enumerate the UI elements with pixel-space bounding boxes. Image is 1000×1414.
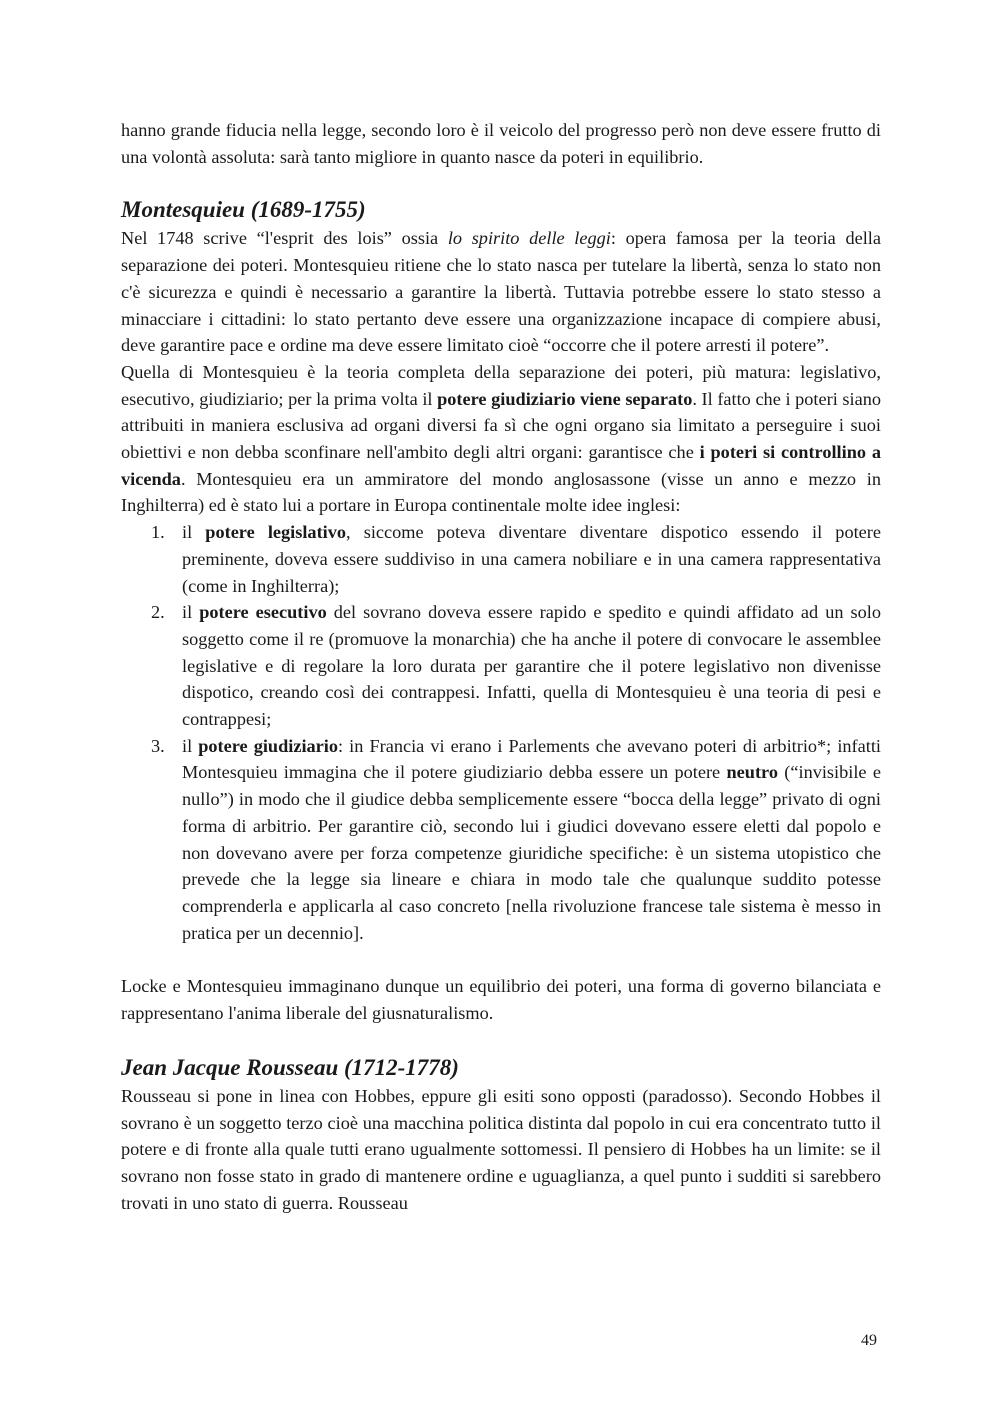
- bold-phrase: potere giudiziario: [198, 735, 339, 756]
- page-number: 49: [861, 1332, 877, 1349]
- list-number: 2.: [151, 602, 165, 623]
- text-run: il: [182, 735, 199, 756]
- intro-paragraph: hanno grande fiducia nella legge, secondo loro è il veicolo del progresso però non deve essere frutto di una volontà assoluta: sarà tanto migliore in quanto nasce da poteri in equilibrio.: [121, 120, 881, 167]
- bold-phrase: neutro: [726, 762, 778, 783]
- montesquieu-conclusion: Locke e Montesquieu immaginano dunque un equilibrio dei poteri, una forma di governo bilanciata e rappresentano l'anima liberale del giusnaturalismo.: [121, 976, 881, 1024]
- list-number: 3.: [151, 735, 165, 756]
- bold-phrase: potere esecutivo: [199, 602, 327, 623]
- montesquieu-paragraph-1: [121, 225, 881, 359]
- text-run: , siccome poteva diventare diventare dispotico essendo il potere preminente, doveva essere suddiviso in una camera nobiliare e in una camera rappresentativa (come in Inghilterra);: [182, 522, 881, 596]
- montesquieu-paragraph-2: [121, 359, 881, 519]
- text-run: : opera famosa per la teoria della separazione dei poteri. Montesquieu ritiene che lo stato nasca per tutelare la libertà, senza lo stato non c'è sicurezza e quindi è necessario a garantire la libertà. Tuttavia potrebbe essere lo stato stesso a minacciare i cittadini: lo stato pertanto deve essere una organizzazione incapace di compiere abusi, deve garantire pace e ordine ma deve essere limitato cioè “occorre che il potere arresti il potere”.: [121, 228, 881, 356]
- list-item: [121, 733, 881, 947]
- text-run: (“invisibile e nullo”) in modo che il giudice debba semplicemente essere “bocca della legge” privato di ogni forma di arbitrio. Per garantire ciò, secondo lui i giudici dovevano essere eletti dal popolo e non dovevano avere per forza competenze giuridiche specifiche: è un sistema utopistico che prevede che la legge sia lineare e chiara in modo tale che qualunque suddito potesse comprenderla e applicarla al caso concreto [nella rivoluzione francese tale sistema è messo in pratica per un decennio].: [182, 762, 881, 943]
- section-heading-rousseau: Jean Jacque Rousseau (1712-1778): [121, 1054, 459, 1080]
- text-run: il: [182, 602, 200, 623]
- italic-title: lo spirito delle leggi: [447, 228, 611, 249]
- text-run: Nel 1748 scrive “l'esprit des lois” ossia: [121, 228, 448, 249]
- text-run: . Il fatto che i poteri siano attribuiti in maniera esclusiva ad organi diversi fa sì che ogni organo sia limitato a perseguire i suoi obiettivi e non debba sconfinare nell'ambito degli altri organi: garantisce che: [121, 388, 881, 463]
- list-number: 1.: [151, 522, 165, 543]
- text-run: . Montesquieu era un ammiratore del mondo anglosassone (visse un anno e mezzo in Inghilterra) ed è stato lui a portare in Europa continentale molte idee inglesi:: [121, 468, 881, 516]
- bold-phrase: i poteri si controllino a vicenda: [121, 442, 881, 489]
- bold-phrase: potere legislativo: [205, 522, 347, 543]
- text-run: : in Francia vi erano i Parlements che avevano poteri di arbitrio*; infatti Montesquieu immagina che il potere giudiziario debba essere un potere: [182, 735, 881, 783]
- bold-phrase: potere giudiziario viene separato: [437, 388, 693, 409]
- rousseau-paragraph-1: Rousseau si pone in linea con Hobbes, eppure gli esiti sono opposti (paradosso). Secondo Hobbes il sovrano è un soggetto terzo cioè una macchina politica distinta dal popolo in cui era concentrato tutto il potere e di fronte alla quale tutti erano ugualmente sottomessi. Il pensiero di Hobbes ha un limite: se il sovrano non fosse stato in grado di mantenere ordine e uguaglianza, a quel punto i sudditi si sarebbero trovati in uno stato di guerra. Rousseau: [121, 1085, 881, 1213]
- text-run: del sovrano doveva essere rapido e spedito e quindi affidato ad un solo soggetto come il re (promuove la monarchia) che ha anche il potere di convocare le assemblee legislative e di regolare la loro durata per garantire che il potere legislativo non divenisse dispotico, creando così dei contrappesi. Infatti, quella di Montesquieu è una teoria di pesi e contrappesi;: [182, 602, 881, 730]
- list-item: [121, 599, 881, 733]
- text-run: il: [182, 522, 206, 543]
- page-content: [121, 117, 881, 1216]
- text-run: Quella di Montesquieu è la teoria completa della separazione dei poteri, più matura: legislativo, esecutivo, giudiziario; per la prima volta il: [121, 361, 881, 409]
- powers-list: [121, 519, 881, 946]
- section-heading-montesquieu: Montesquieu (1689-1755): [121, 197, 366, 223]
- list-item: [121, 519, 881, 599]
